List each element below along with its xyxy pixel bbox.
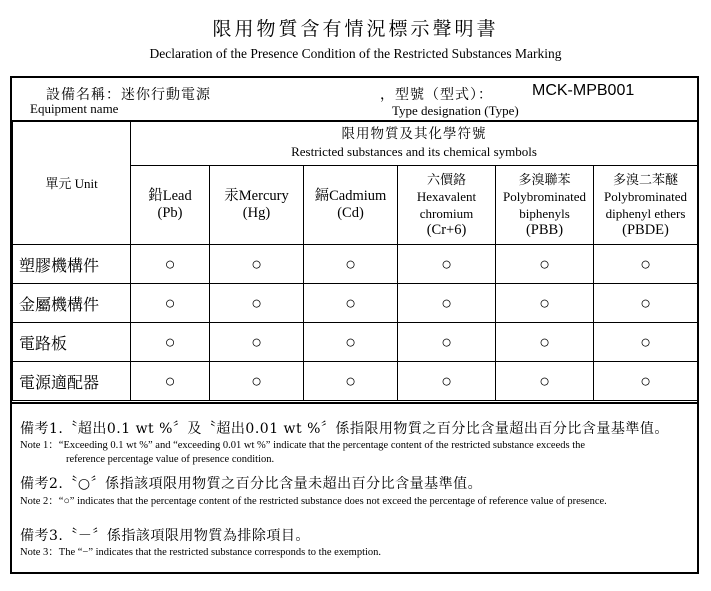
equipment-row	[12, 78, 697, 122]
unit-header: 單元 Unit	[13, 121, 131, 245]
mark-cell: ○	[398, 323, 496, 362]
substance-header-mercury: 汞Mercury (Hg)	[210, 166, 304, 245]
mark-cell: ○	[210, 245, 304, 284]
unit-plastic-parts: 塑膠機構件	[13, 245, 131, 284]
mark-cell: ○	[131, 362, 210, 401]
mark-cell: ○	[304, 245, 398, 284]
mark-cell: ○	[594, 245, 698, 284]
declaration-frame	[10, 76, 699, 574]
note-2-en: Note 2：“○” indicates that the percentage content of the restricted substance does not exceed the percentage of reference value of presence.	[20, 496, 607, 507]
mark-cell: ○	[304, 284, 398, 323]
mark-cell: ○	[304, 362, 398, 401]
mark-cell: ○	[398, 284, 496, 323]
table-row	[13, 284, 698, 323]
mark-cell: ○	[496, 323, 594, 362]
unit-metal-parts: 金屬機構件	[13, 284, 131, 323]
page-subtitle: Declaration of the Presence Condition of the Restricted Substances Marking	[149, 46, 562, 61]
table-row	[13, 323, 698, 362]
unit-power-adapter: 電源適配器	[13, 362, 131, 401]
equipment-name-label: 設備名稱：迷你行動電源	[46, 87, 211, 103]
type-designation-label: ，型號（型式）：	[380, 87, 493, 103]
unit-circuit-board: 電路板	[13, 323, 131, 362]
mark-cell: ○	[210, 362, 304, 401]
note-1-zh: 備考1.〝超出0.1 wt %〞及〝超出0.01 wt %〞係指限用物質之百分比含量超出百分比含量基準值。	[20, 421, 669, 437]
model-number: MCK-MPB001	[532, 82, 635, 99]
mark-cell: ○	[496, 284, 594, 323]
mark-cell: ○	[398, 362, 496, 401]
mark-cell: ○	[594, 323, 698, 362]
substance-header-pbde: 多溴二苯醚 Polybrominated diphenyl ethers (PBDE)	[594, 166, 698, 245]
page-title: 限用物質含有情況標示聲明書	[212, 18, 499, 40]
mark-cell: ○	[304, 323, 398, 362]
note-2-zh: 備考2.〝○〞係指該項限用物質之百分比含量未超出百分比含量基準值。	[20, 476, 483, 492]
substance-header-cadmium: 鎘Cadmium (Cd)	[304, 166, 398, 245]
note-3-zh: 備考3.〝－〞係指該項限用物質為排除項目。	[20, 528, 310, 544]
mark-cell: ○	[496, 362, 594, 401]
equipment-name-label-en: Equipment name	[30, 101, 119, 116]
mark-cell: ○	[210, 323, 304, 362]
mark-cell: ○	[496, 245, 594, 284]
notes-section	[12, 402, 697, 572]
note-3-en: Note 3：The “−” indicates that the restricted substance corresponds to the exemption.	[20, 547, 382, 558]
mark-cell: ○	[210, 284, 304, 323]
table-row	[13, 362, 698, 401]
mark-cell: ○	[594, 284, 698, 323]
note-1-en: Note 1：“Exceeding 0.1 wt %” and “exceeding 0.01 wt %” indicate that the percentage content of the restricted substance exceeds the reference percentage value of presence condition.	[20, 440, 586, 465]
substance-header-lead: 鉛Lead (Pb)	[131, 166, 210, 245]
mark-cell: ○	[398, 245, 496, 284]
table-row	[13, 245, 698, 284]
mark-cell: ○	[131, 245, 210, 284]
mark-cell: ○	[594, 362, 698, 401]
restricted-header-en: Restricted substances and its chemical symbols	[291, 144, 537, 159]
mark-cell: ○	[131, 284, 210, 323]
type-designation-label-en: Type designation (Type)	[392, 103, 519, 118]
mark-cell: ○	[131, 323, 210, 362]
restricted-header-zh: 限用物質及其化學符號	[341, 126, 487, 142]
substance-header-pbb: 多溴聯苯 Polybrominated biphenyls (PBB)	[496, 166, 594, 245]
substance-header-hexavalent-chromium: 六價鉻 Hexavalent chromium (Cr+6)	[398, 166, 496, 245]
restricted-substances-header	[131, 121, 698, 166]
substance-table	[12, 120, 698, 401]
